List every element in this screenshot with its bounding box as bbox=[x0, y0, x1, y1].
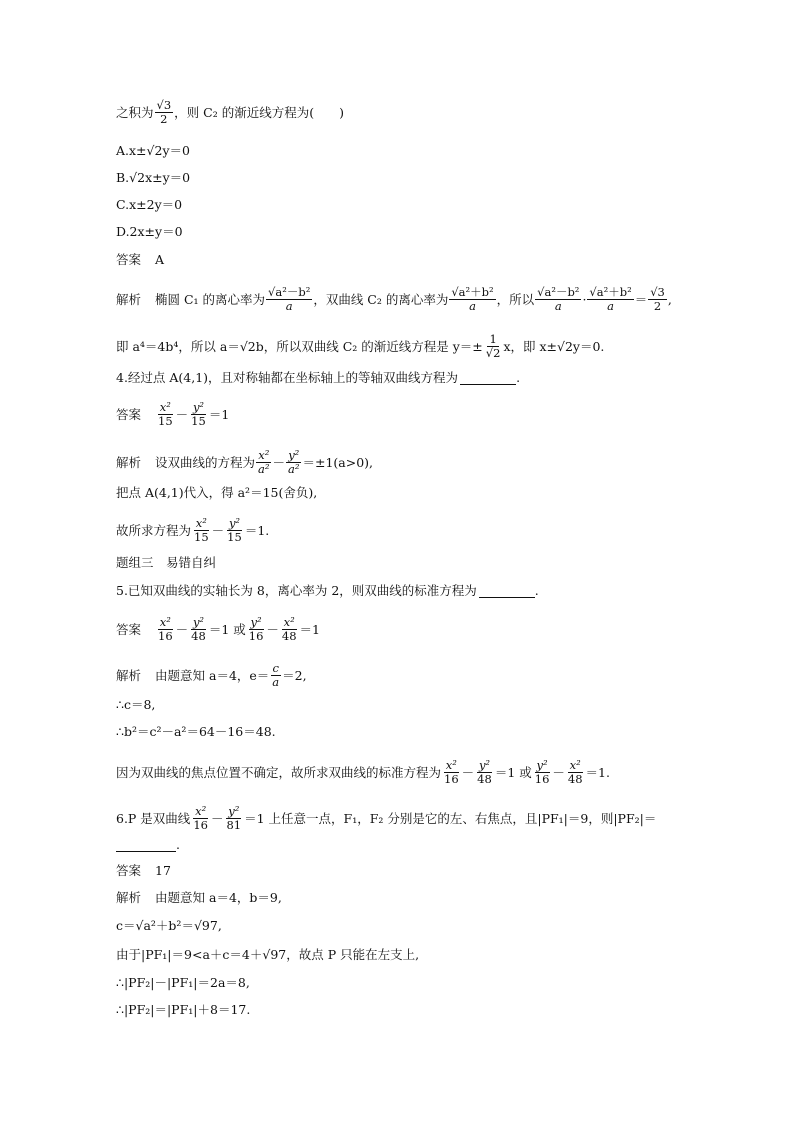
fraction: $\frac{\text{x²}}{15}$ bbox=[194, 516, 209, 544]
answer-blank bbox=[460, 372, 516, 385]
q6-stem: 6.P 是双曲线 $\frac{\text{x²}}{16}$ － $\frac{\text{y²}}{81}$ ＝1 上任意一点，F₁，F₂ 分别是它的左、右焦点，且|PF₁|＝9，则|PF₂|＝ bbox=[116, 804, 657, 832]
q3-answer: 答案 A bbox=[116, 252, 165, 267]
q6-analysis-line3: 由于|PF₁|＝9<a＋c＝4＋√97，故点 P 只能在左支上, bbox=[116, 947, 420, 962]
fraction: $\frac{\text{√a²＋b²}}{a}$ bbox=[451, 285, 494, 313]
q5-analysis-line4: 因为双曲线的焦点位置不确定，故所求双曲线的标准方程为 $\frac{\text{x²}}{16}$ － $\frac{\text{y²}}{48}$ ＝1 或 $\frac{\text{y²}}{16}$ － $\frac{\text{x²}}{48}$ ＝1. bbox=[116, 758, 610, 786]
fraction: $\frac{\text{y²}}{81}$ bbox=[226, 804, 242, 832]
fraction: $\frac{\text{√a²－b²}}{a}$ bbox=[537, 285, 580, 313]
q4-analysis-line3: 故所求方程为 $\frac{\text{x²}}{15}$ － $\frac{\text{y²}}{15}$ ＝1. bbox=[116, 516, 270, 544]
q4-answer: 答案 $\frac{\text{x²}}{15}$ － $\frac{\text{y²}}{15}$ ＝1 bbox=[116, 400, 230, 428]
option-a: A.x±√2y＝0 bbox=[116, 143, 190, 158]
q4-analysis-line1: 解析 设双曲线的方程为 $\frac{\text{x²}}{\text{a²}}$ － $\frac{\text{y²}}{\text{a²}}$ ＝±1(a>0), bbox=[116, 448, 374, 476]
option-b: B.√2x±y＝0 bbox=[116, 170, 191, 185]
fraction: $\frac{\text{y²}}{15}$ bbox=[191, 400, 206, 428]
q6-analysis-line2: c＝√a²＋b²＝√97, bbox=[116, 918, 222, 933]
q6-stem-blank: . bbox=[116, 836, 180, 854]
q5-analysis-line2: ∴c＝8, bbox=[116, 697, 156, 712]
fraction: $\frac{√3}{2}$ bbox=[156, 98, 172, 126]
fraction: $\frac{\text{y²}}{\text{a²}}$ bbox=[288, 448, 300, 476]
q6-analysis-line5: ∴|PF₂|＝|PF₁|＋8＝17. bbox=[116, 1002, 251, 1017]
fraction: $\frac{\text{y²}}{16}$ bbox=[248, 615, 264, 643]
q4-analysis-line2: 把点 A(4,1)代入，得 a²＝15(舍负), bbox=[116, 485, 318, 500]
q6-analysis-line4: ∴|PF₂|－|PF₁|＝2a＝8, bbox=[116, 975, 250, 990]
q4-stem: 4.经过点 A(4,1)，且对称轴都在坐标轴上的等轴双曲线方程为 . bbox=[116, 370, 521, 385]
fraction: $\frac{\text{x²}}{48}$ bbox=[567, 758, 583, 786]
answer-blank bbox=[116, 839, 176, 852]
option-c: C.x±2y＝0 bbox=[116, 197, 183, 212]
fraction: $\frac{1}{√2}$ bbox=[485, 332, 501, 360]
fraction: $\frac{\text{x²}}{16}$ bbox=[158, 615, 173, 643]
q5-analysis-line3: ∴b²＝c²－a²＝64－16＝48. bbox=[116, 724, 276, 739]
fraction: $\frac{√3}{2}$ bbox=[650, 285, 665, 313]
q5-stem: 5.已知双曲线的实轴长为 8，离心率为 2，则双曲线的标准方程为 . bbox=[116, 583, 539, 598]
fraction: $\frac{\text{y²}}{48}$ bbox=[191, 615, 206, 643]
fraction: $\frac{\text{y²}}{16}$ bbox=[534, 758, 550, 786]
fraction: $\frac{\text{x²}}{16}$ bbox=[193, 804, 208, 832]
q3-stem bbox=[116, 99, 344, 126]
q6-analysis-line1: 解析 由题意知 a＝4，b＝9, bbox=[116, 890, 282, 905]
text: ，则 C₂ 的渐近线方程为( ) bbox=[174, 104, 344, 120]
fraction: $\frac{\text{√a²＋b²}}{a}$ bbox=[589, 285, 632, 313]
fraction: $\frac{c}{a}$ bbox=[272, 661, 280, 689]
fraction: $\frac{\text{x²}}{16}$ bbox=[444, 758, 459, 786]
option-d: D.2x±y＝0 bbox=[116, 224, 183, 239]
q3-analysis-line2: 即 a⁴＝4b⁴，所以 a＝√2b，所以双曲线 C₂ 的渐近线方程是 y＝± $\frac{1}{√2}$ x，即 x±√2y＝0. bbox=[116, 332, 605, 360]
section-heading: 题组三 易错自纠 bbox=[116, 555, 217, 570]
fraction: $\frac{\text{x²}}{\text{a²}}$ bbox=[258, 448, 270, 476]
fraction: $\frac{\text{x²}}{15}$ bbox=[158, 400, 173, 428]
fraction: $\frac{\text{y²}}{48}$ bbox=[477, 758, 492, 786]
answer-blank bbox=[479, 585, 535, 598]
q5-answer: 答案 $\frac{\text{x²}}{16}$ － $\frac{\text{y²}}{48}$ ＝1 或 $\frac{\text{y²}}{16}$ － $\frac{\text{x²}}{48}$ ＝1 bbox=[116, 615, 320, 643]
q5-analysis-line1: 解析 由题意知 a＝4，e＝ $\frac{c}{a}$ ＝2, bbox=[116, 661, 307, 689]
fraction: $\frac{\text{x²}}{48}$ bbox=[281, 615, 297, 643]
q3-analysis-line1: 解析 椭圆 C₁ 的离心率为 $\frac{\text{√a²－b²}}{a}$ ，双曲线 C₂ 的离心率为 $\frac{\text{√a²＋b²}}{a}$ ，所以 $\frac{\text{√a²－b²}}{a}$ · $\frac{\text{√a²＋b²}}{a}$ ＝ $\frac{√3}{2}$ , bbox=[116, 285, 672, 313]
fraction: $\frac{\text{√a²－b²}}{a}$ bbox=[268, 285, 311, 313]
fraction: $\frac{\text{y²}}{15}$ bbox=[227, 516, 242, 544]
text: 之积为 bbox=[116, 104, 154, 120]
q6-answer: 答案 17 bbox=[116, 863, 171, 878]
